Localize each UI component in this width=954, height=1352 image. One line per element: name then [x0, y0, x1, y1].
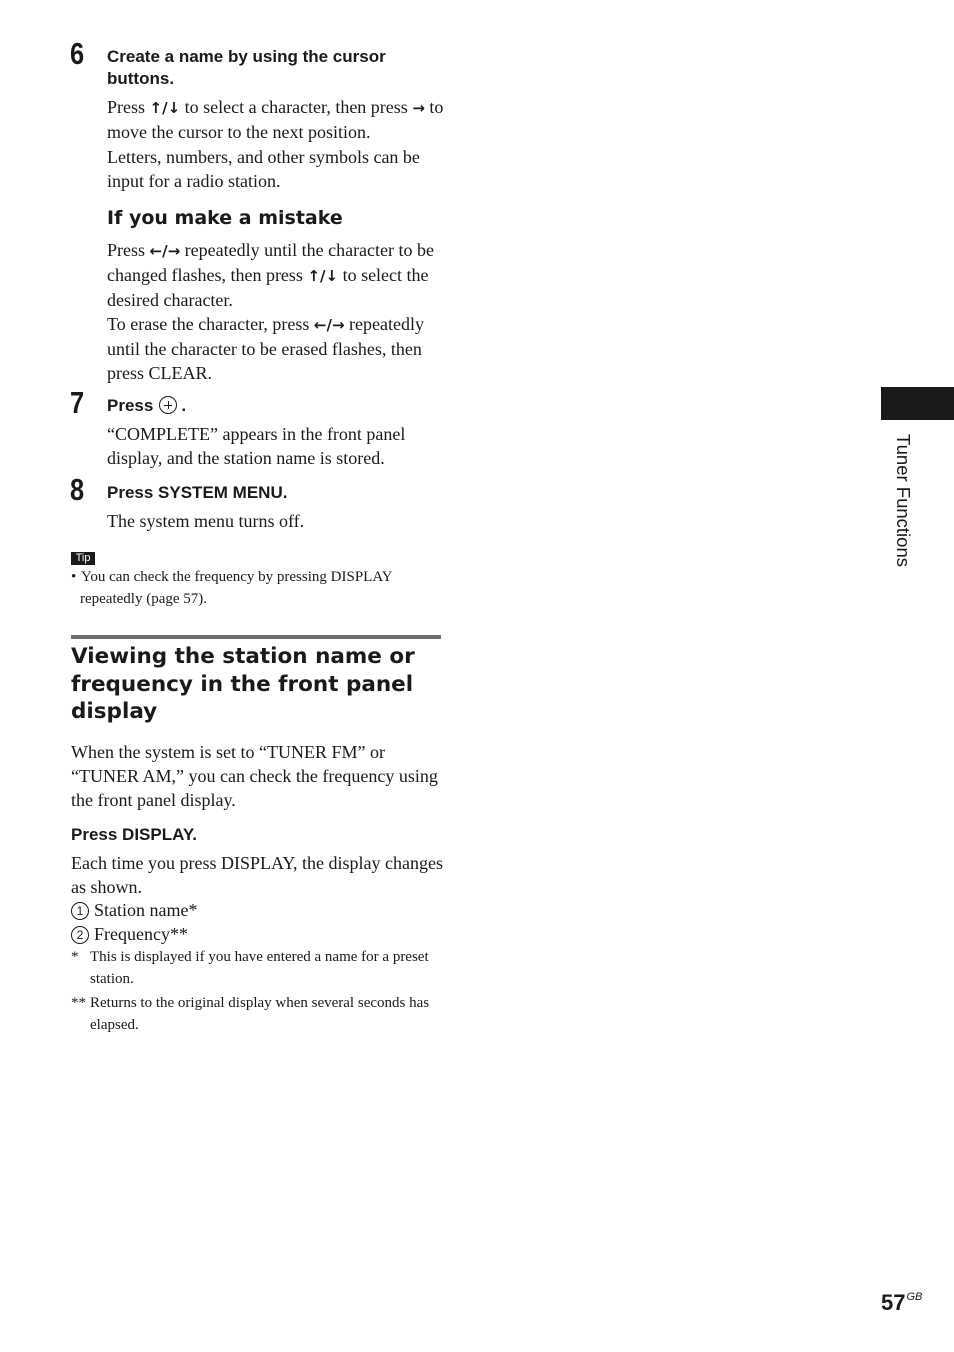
up-down-arrows-icon: ↑/↓ [307, 267, 339, 285]
circled-number-2-icon: 2 [71, 926, 89, 944]
step-number-7: 7 [70, 385, 85, 420]
enter-button-icon [159, 396, 177, 414]
list-item: 2 Frequency** [71, 922, 446, 946]
step-heading: Press SYSTEM MENU. [107, 483, 288, 502]
step-result: The system menu turns off. [107, 511, 305, 531]
tip-text-line-1: You can check the frequency by pressing DISPLAY [81, 569, 393, 585]
left-right-arrows-icon: ←/→ [313, 316, 345, 334]
step-note: Letters, numbers, and other symbols can be input for a radio station. [107, 147, 420, 191]
section-instruction: Press DISPLAY. [71, 825, 197, 844]
list-item: 1 Station name* [71, 898, 446, 922]
left-right-arrows-icon: ←/→ [149, 242, 181, 260]
tip-text-line-2: repeatedly (page 57). [80, 591, 208, 607]
step-number-8: 8 [70, 472, 85, 507]
step-heading: Create a name by using the cursor buttons. [107, 47, 386, 88]
step-instruction: Press ↑/↓ to select a character, then press → to move the cursor to the next position. [107, 97, 444, 142]
tip-badge: Tip [71, 552, 95, 565]
step-number-6: 6 [70, 36, 85, 71]
section-divider [71, 635, 441, 639]
section-title: Viewing the station name or frequency in the front panel display [71, 644, 415, 724]
footnote-text: Returns to the original display when several seconds has elapsed. [90, 995, 430, 1033]
right-arrow-icon: → [412, 99, 425, 117]
tip-bullet: • [71, 569, 77, 585]
section-intro: When the system is set to “TUNER FM” or “TUNER AM,” you can check the frequency using the front panel display. [71, 742, 438, 810]
step-result: “COMPLETE” appears in the front panel display, and the station name is stored. [107, 424, 406, 468]
footnote-mark: ** [71, 995, 86, 1011]
section-tab-marker [881, 387, 954, 420]
section-body: Each time you press DISPLAY, the display changes as shown. [71, 853, 443, 897]
up-down-arrows-icon: ↑/↓ [149, 99, 181, 117]
mistake-paragraph-2: To erase the character, press ←/→ repeatedly until the character to be erased flashes, then press CLEAR. [107, 314, 424, 383]
page-number: $57^{GB}$ [881, 1290, 923, 1315]
mistake-heading: If you make a mistake [107, 207, 343, 229]
step-heading: Press . [107, 396, 187, 415]
mistake-paragraph-1: Press ←/→ repeatedly until the character to be changed flashes, then press ↑/↓ to select the desired character. [107, 240, 435, 310]
footnote-mark: * [71, 949, 79, 965]
side-tab-label: Tuner Functions [893, 434, 914, 567]
footnote-text: This is displayed if you have entered a name for a preset station. [90, 949, 429, 987]
circled-number-1-icon: 1 [71, 902, 89, 920]
